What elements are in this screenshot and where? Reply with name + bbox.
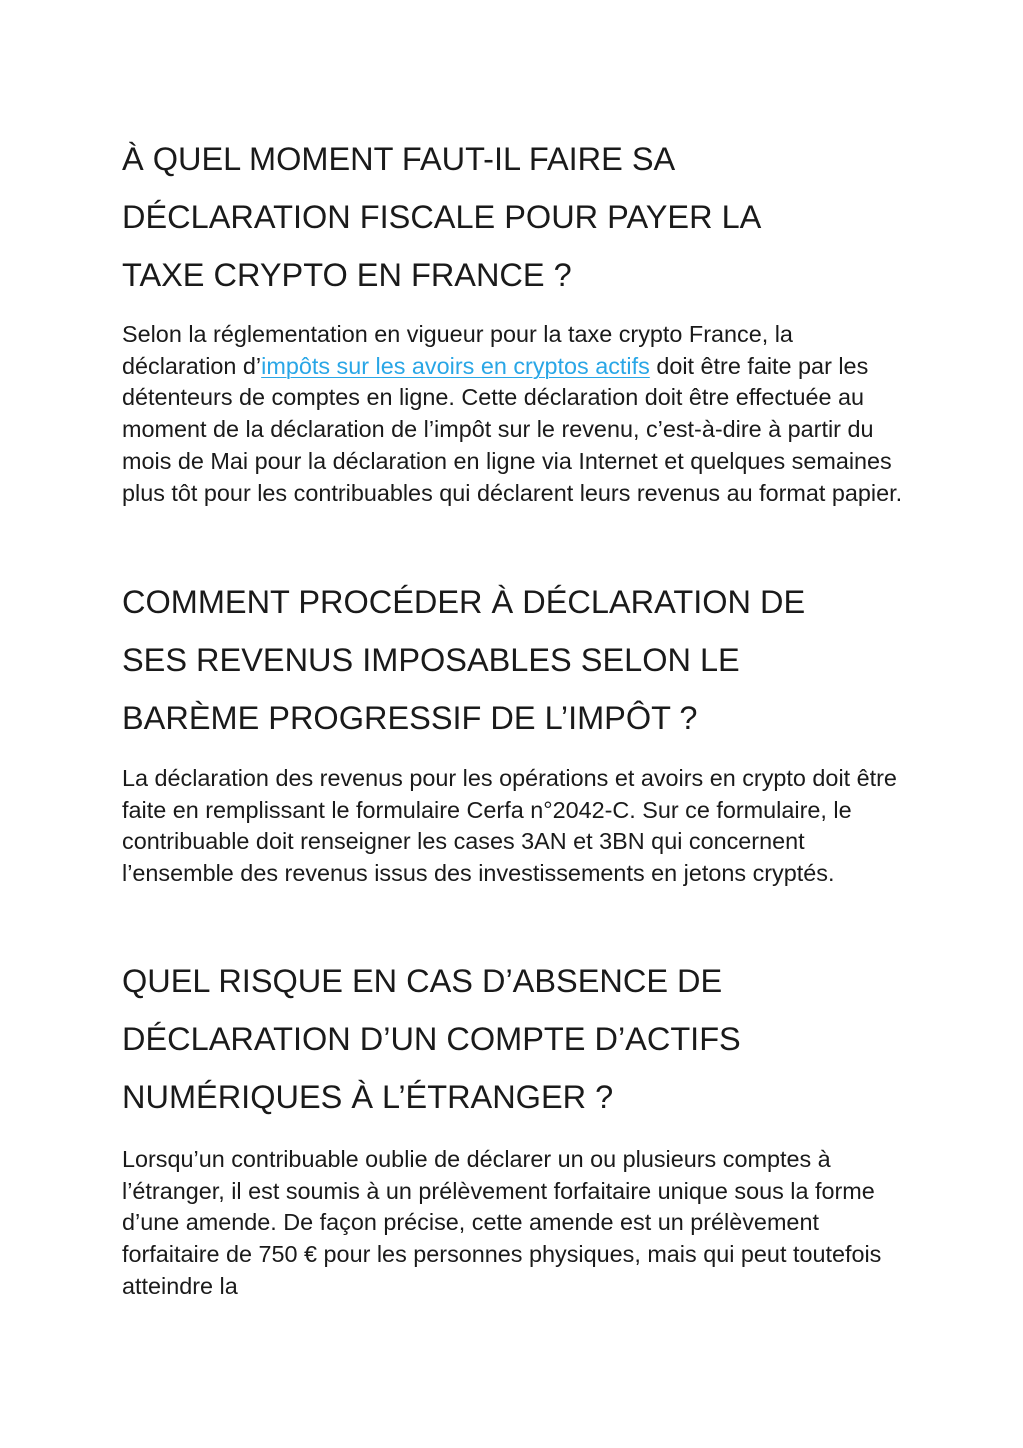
section-heading [122,130,922,304]
heading-line: SES REVENUS IMPOSABLES SELON LE [122,642,740,678]
heading-line: TAXE CRYPTO EN FRANCE ? [122,257,572,293]
heading-line: DÉCLARATION FISCALE POUR PAYER LA [122,199,762,235]
section-paragraph: Lorsqu’un contribuable oublie de déclarer un ou plusieurs comptes à l’étranger, il est soumis à un prélèvement forfaitaire unique sous la forme d’une amende. De façon précise, cette amende est un prélèvement forfaitaire de 750 € pour les personnes physiques, mais qui peut toutefois atteindre la [122,1146,882,1299]
heading-line: À QUEL MOMENT FAUT-IL FAIRE SA [122,141,676,177]
heading-line: QUEL RISQUE EN CAS D’ABSENCE DE [122,963,723,999]
heading-line: COMMENT PROCÉDER À DÉCLARATION DE [122,584,806,620]
heading-line: DÉCLARATION D’UN COMPTE D’ACTIFS [122,1021,741,1057]
inline-link[interactable]: impôts sur les avoirs en cryptos actifs [261,352,650,379]
section-paragraph: La déclaration des revenus pour les opérations et avoirs en crypto doit être faite en remplissant le formulaire Cerfa n°2042-C. Sur ce formulaire, le contribuable doit renseigner les cases 3AN et 3BN qui concernent l’ensemble des revenus issus des investissements en jetons cryptés. [122,765,897,887]
paragraph-text: Selon la réglementation en vigueur pour la taxe crypto France, la déclaration d’ [122,321,793,379]
heading-line: NUMÉRIQUES À L’ÉTRANGER ? [122,1079,614,1115]
heading-line: BARÈME PROGRESSIF DE L’IMPÔT ? [122,700,698,736]
section-heading [122,952,922,1126]
section-paragraph [122,319,912,509]
paragraph-text: doit être faite par les détenteurs de comptes en ligne. Cette déclaration doit être effectuée au moment de la déclaration de l’impôt sur le revenu, c’est-à-dire à partir du mois de Mai pour la déclaration en ligne via Internet et quelques semaines plus tôt pour les contribuables qui déclarent leurs revenus au format papier. [122,352,903,506]
section-heading [122,573,922,747]
